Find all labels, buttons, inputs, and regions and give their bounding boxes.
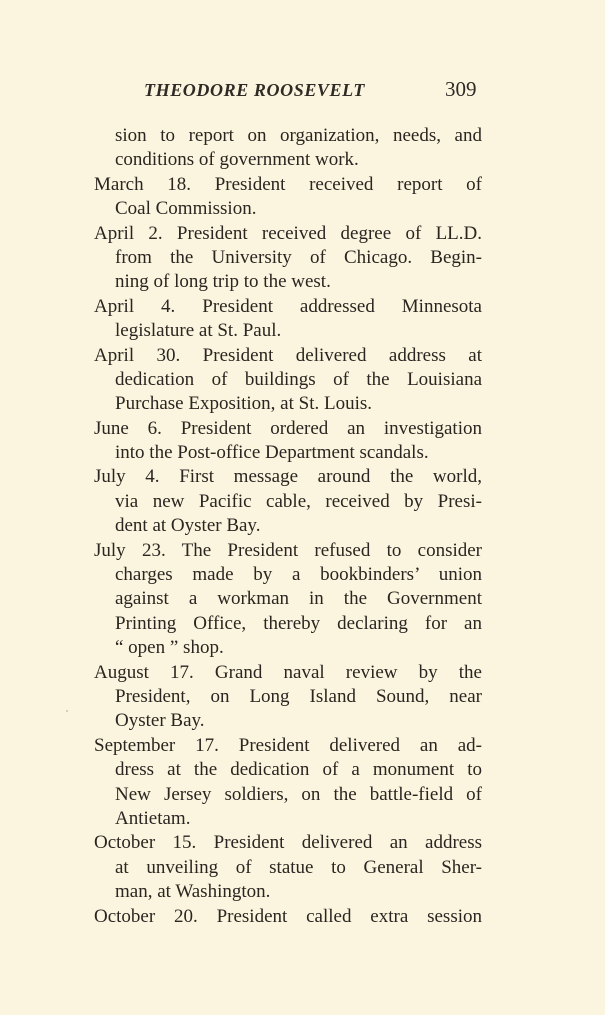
page-number: 309 (445, 77, 477, 101)
text-line: Printing Office, thereby declaring for an (115, 612, 482, 634)
text-line: legislature at St. Paul. (115, 320, 282, 342)
text-line: Antietam. (115, 807, 191, 829)
text-line: ning of long trip to the west. (115, 271, 331, 293)
running-title: THEODORE ROOSEVELT (144, 80, 366, 100)
text-line: New Jersey soldiers, on the battle-field of (115, 783, 482, 805)
paper-speck (66, 710, 68, 712)
text-line: charges made by a bookbinders’ union (115, 564, 482, 586)
text-line: “ open ” shop. (115, 637, 224, 659)
entry-first-line: March 18. President received report of (94, 173, 482, 195)
entry-first-line: April 2. President received degree of LL.D. (94, 222, 482, 244)
entry-first-line: April 4. President addressed Minnesota (94, 295, 482, 317)
page-body (94, 124, 482, 929)
text-line: President, on Long Island Sound, near (115, 685, 482, 707)
entry-first-line: April 30. President delivered address at (94, 344, 482, 366)
entry-first-line: July 23. The President refused to consider (94, 539, 482, 561)
text-line: at unveiling of statue to General Sher- (115, 856, 482, 878)
text-line: against a workman in the Government (115, 588, 482, 610)
text-line: into the Post-office Department scandals. (115, 442, 429, 464)
text-line: Oyster Bay. (115, 710, 205, 732)
text-line: sion to report on organization, needs, and (115, 125, 482, 146)
entry-first-line: September 17. President delivered an ad- (94, 734, 482, 756)
text-line: dent at Oyster Bay. (115, 515, 261, 537)
text-line: from the University of Chicago. Begin- (115, 246, 482, 268)
text-line: Coal Commission. (115, 198, 257, 220)
text-line: conditions of government work. (115, 149, 359, 171)
page-header (0, 77, 605, 106)
entry-first-line: August 17. Grand naval review by the (94, 661, 482, 683)
entry-first-line: July 4. First message around the world, (94, 466, 482, 488)
entry-first-line: October 15. President delivered an address (94, 832, 482, 854)
text-line: dress at the dedication of a monument to (115, 759, 482, 781)
text-line: via new Pacific cable, received by Presi- (115, 490, 482, 512)
text-line: man, at Washington. (115, 881, 271, 903)
text-line: dedication of buildings of the Louisiana (115, 368, 482, 390)
entry-first-line: June 6. President ordered an investigation (94, 417, 482, 439)
text-line: Purchase Exposition, at St. Louis. (115, 393, 373, 415)
entry-first-line: October 20. President called extra session (94, 905, 482, 927)
